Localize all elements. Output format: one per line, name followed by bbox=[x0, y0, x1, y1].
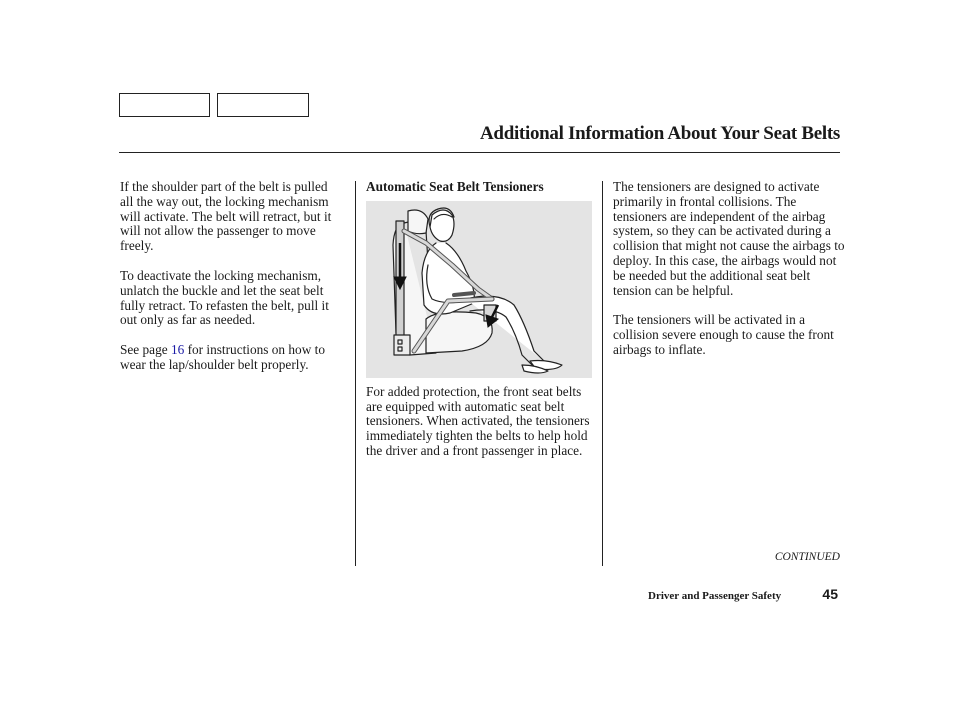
see-page-text-before: See page bbox=[120, 342, 171, 358]
page-title: Additional Information About Your Seat Belts bbox=[480, 123, 840, 144]
footer-section-title: Driver and Passenger Safety bbox=[648, 590, 782, 602]
see-page-paragraph bbox=[120, 343, 342, 373]
seated-passenger-illustration-icon bbox=[366, 201, 592, 378]
seat-belt-illustration bbox=[366, 201, 592, 378]
page-16-link[interactable]: 16 bbox=[170, 342, 185, 358]
section-heading: Automatic Seat Belt Tensioners bbox=[366, 179, 544, 194]
locking-mechanism-paragraph: If the shoulder part of the belt is pulled all the way out, the locking mechanism will activate. The belt will retract, but it will not allow the passenger to move freely. bbox=[120, 179, 332, 254]
continued-label: CONTINUED bbox=[774, 551, 840, 563]
title-divider bbox=[119, 152, 840, 153]
column-3 bbox=[613, 180, 845, 373]
tensioner-design-paragraph: The tensioners are designed to activate primarily in frontal collisions. The tensioners are independent of the airbag system, so they can be activated during a collision that might not cause the airbags to deploy. In this case, the airbags would not be needed but the additional seat belt tension can be helpful. bbox=[613, 179, 845, 298]
column-divider-2 bbox=[602, 181, 603, 566]
page-number: 45 bbox=[822, 586, 838, 602]
nav-button-next[interactable] bbox=[217, 93, 309, 117]
column-divider-1 bbox=[355, 181, 356, 566]
nav-button-previous[interactable] bbox=[119, 93, 210, 117]
tensioner-protection-paragraph: For added protection, the front seat belts are equipped with automatic seat belt tensioners. When activated, the tensioners immediately tighten the belts to help hold the driver and a front passenger in place. bbox=[366, 383, 590, 458]
see-page-text-after: for instructions on how to wear the lap/shoulder belt properly. bbox=[120, 342, 325, 372]
column-2 bbox=[366, 180, 594, 474]
column-1 bbox=[120, 180, 342, 388]
deactivate-paragraph: To deactivate the locking mechanism, unlatch the buckle and let the seat belt fully retract. To refasten the belt, pull it out only as far as needed. bbox=[120, 267, 329, 328]
tensioner-activation-paragraph: The tensioners will be activated in a collision severe enough to cause the front airbags to inflate. bbox=[613, 312, 834, 357]
